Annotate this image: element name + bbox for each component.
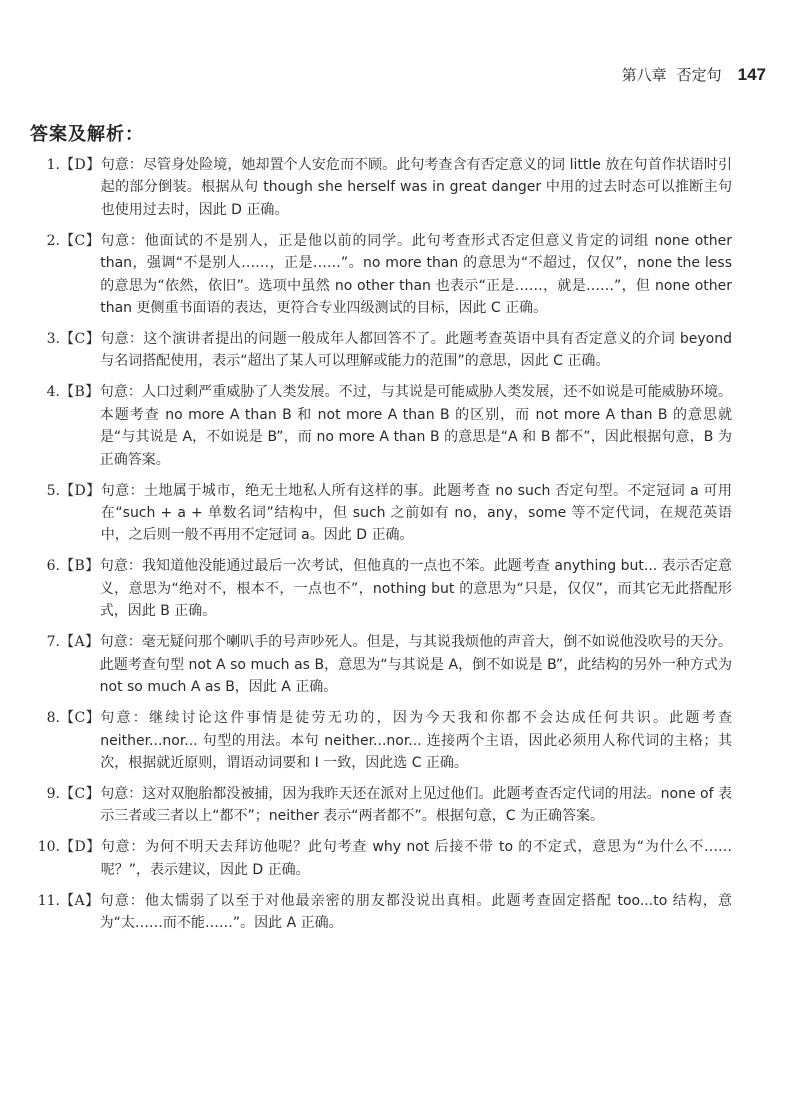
answer-item (32, 707, 732, 774)
answer-explanation: 句意：他面试的不是别人，正是他以前的同学。此句考查形式否定但意义肯定的词组 none other than，强调“不是别人……，正是……”。no more than 的意思为“不超过，仅仅”，none the less 的意思为“依然，依旧”。选项中虽然 no other than 也表示“正是……，就是……”，但 none other than 更侧重书面语的表达，更符合专业四级测试的目标，因此 C 正确。 (100, 232, 732, 317)
answer-number: 2. (46, 232, 60, 249)
answer-item (32, 783, 732, 828)
answer-item (32, 631, 732, 698)
answer-item (32, 328, 732, 373)
answer-choice: 【C】 (60, 232, 101, 249)
answer-choice: 【A】 (60, 892, 100, 909)
answer-explanation: 句意：为何不明天去拜访他呢？此句考查 why not 后接不带 to 的不定式，意思为“为什么不……呢？”，表示建议，因此 D 正确。 (100, 839, 732, 878)
answer-explanation: 句意：尽管身处险境，她却置个人安危而不顾。此句考查含有否定意义的词 little 放在句首作状语时引起的部分倒装。根据从句 though she herself was in great danger 中用的过去时态可以推断主句也使用过去时，因此 D 正确。 (100, 157, 732, 218)
answer-explanation: 句意：继续讨论这件事情是徒劳无功的，因为今天我和你都不会达成任何共识。此题考查 neither...nor... 句型的用法。本句 neither...nor... 连接两个主语，因此必须用人称代词的主格；其次，根据就近原则，谓语动词要和 I 一致，因此选 C 正确。 (100, 710, 732, 771)
answer-choice: 【B】 (60, 558, 100, 575)
answer-choice: 【A】 (60, 634, 100, 651)
chapter-title: 否定句 (676, 66, 722, 84)
page-number: 147 (737, 65, 766, 84)
page-header (622, 64, 766, 85)
answer-explanation: 句意：他太懦弱了以至于对他最亲密的朋友都没说出真相。此题考查固定搭配 too...to 结构，意为“太……而不能……”。因此 A 正确。 (99, 892, 732, 932)
answer-item (32, 890, 732, 935)
answer-explanation: 句意：毫无疑问那个喇叭手的号声吵死人。但是，与其说我烦他的声音大，倒不如说他没吹号的天分。此题考查句型 not A so much as B，意思为“与其说是 A，倒不如说是 B”，此结构的另外一种方式为 not so much A as B，因此 A 正确。 (99, 634, 732, 696)
answer-choice: 【D】 (60, 482, 101, 499)
answer-explanation: 句意：我知道他没能通过最后一次考试，但他真的一点也不笨。此题考查 anything but... 表示否定意义，意思为“绝对不，根本不，一点也不”，nothing but 的意思为“只是，仅仅”，而其它无此搭配形式，因此 B 正确。 (99, 558, 732, 620)
answer-number: 3. (46, 331, 60, 348)
answer-choice: 【C】 (60, 785, 101, 802)
answer-number: 9. (46, 785, 60, 802)
answer-choice: 【B】 (60, 384, 100, 401)
answer-item (32, 480, 732, 547)
answer-item (32, 836, 732, 881)
chapter-label: 第八章 (621, 66, 667, 84)
answer-number: 1. (46, 157, 60, 173)
answer-explanation: 句意：这对双胞胎都没被捕，因为我昨天还在派对上见过他们。此题考查否定代词的用法。none of 表示三者或三者以上“都不”；neither 表示“两者都不”。根据句意，C 为正确答案。 (100, 785, 732, 825)
answer-item (32, 555, 732, 622)
answer-number: 11. (37, 892, 60, 909)
answer-list (32, 154, 732, 943)
answer-explanation: 句意：这个演讲者提出的问题一般成年人都回答不了。此题考查英语中具有否定意义的介词 beyond 与名词搭配使用，表示“超出了某人可以理解或能力的范围”的意思，因此 C 正确。 (100, 331, 732, 370)
answer-explanation: 句意：人口过剩严重威胁了人类发展。不过，与其说是可能威胁人类发展，还不如说是可能威胁环境。本题考查 no more A than B 和 not more A than B 的区别，而 not more A than B 的意思就是“与其说是 A，不如说是 B”，而 no more A than B 的意思是“A 和 B 都不”，因此根据句意，B 为正确答案。 (99, 384, 732, 468)
answer-number: 10. (37, 839, 60, 856)
answer-number: 4. (46, 384, 60, 401)
answer-choice: 【C】 (60, 710, 101, 727)
answer-choice: 【C】 (60, 331, 101, 348)
answer-item (32, 230, 732, 320)
answer-choice: 【D】 (60, 157, 101, 173)
answer-number: 6. (46, 558, 60, 575)
answer-item (32, 154, 732, 221)
answer-choice: 【D】 (60, 839, 101, 856)
answer-explanation: 句意：土地属于城市，绝无土地私人所有这样的事。此题考查 no such 否定句型。不定冠词 a 可用在“such + a + 单数名词”结构中，但 such 之前如有 no，any，some 等不定代词，在规范英语中，之后则一般不再用不定冠词 a。因此 D 正确。 (100, 482, 732, 544)
answer-number: 8. (46, 710, 60, 727)
section-title: 答案及解析： (30, 124, 144, 145)
answer-number: 5. (46, 482, 60, 499)
answer-item (32, 381, 732, 471)
answer-number: 7. (46, 634, 60, 651)
